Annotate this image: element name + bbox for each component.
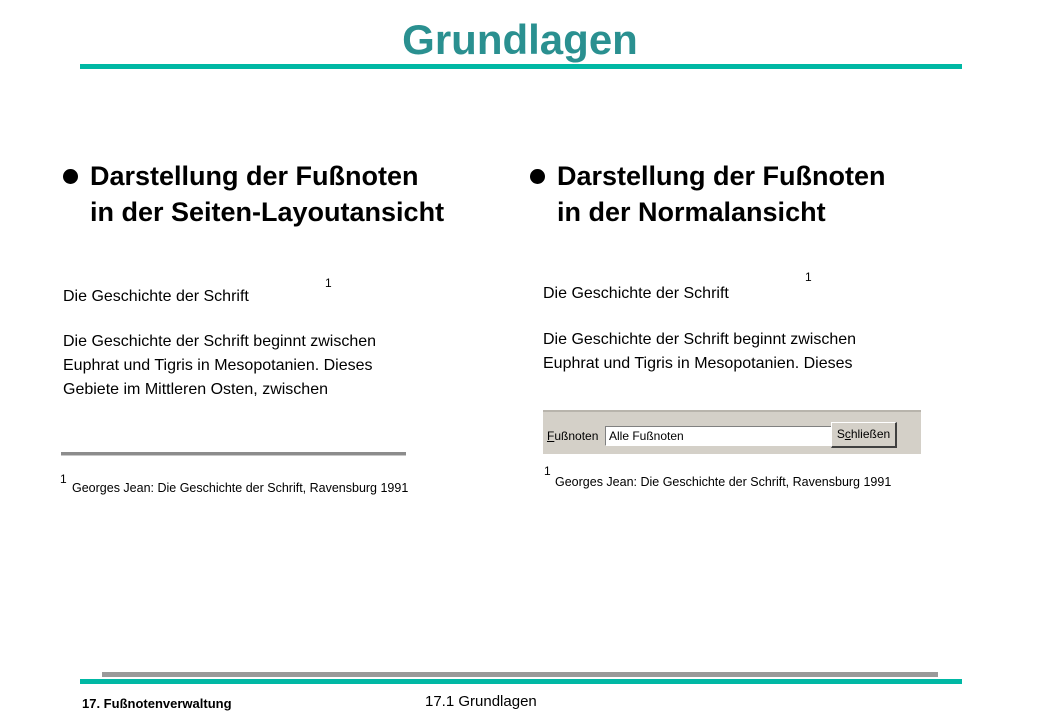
footer-rule-gray <box>102 672 938 677</box>
right-heading-line1: Darstellung der Fußnoten <box>557 161 886 191</box>
footnotes-label-accelerator: F <box>547 429 555 443</box>
right-body-line: Euphrat und Tigris in Mesopotanien. Dieses <box>543 355 853 372</box>
left-heading-line2: in der Seiten-Layoutansicht <box>90 197 445 227</box>
left-body-line: Gebiete im Mittleren Osten, zwischen <box>63 381 328 398</box>
left-body-line: Die Geschichte der Schrift beginnt zwischen <box>63 333 377 350</box>
footnote-separator <box>61 452 406 456</box>
left-body-line: Euphrat und Tigris in Mesopotanien. Dieses <box>63 357 373 374</box>
footer-section: 17.1 Grundlagen <box>425 693 537 710</box>
right-body-line: Die Geschichte der Schrift beginnt zwischen <box>543 331 857 348</box>
footnotes-label <box>547 429 598 443</box>
footnotes-label-text: ußnoten <box>554 429 599 443</box>
footnotes-select-value: Alle Fußnoten <box>609 429 684 443</box>
close-button-text-rest: hließen <box>850 427 891 441</box>
right-footnote-text: Georges Jean: Die Geschichte der Schrift, Ravensburg 1991 <box>555 475 892 489</box>
close-button[interactable] <box>831 422 897 448</box>
left-heading-line1: Darstellung der Fußnoten <box>90 161 419 191</box>
left-sup-marker: 1 <box>325 276 332 290</box>
left-footnote-text: Georges Jean: Die Geschichte der Schrift, Ravensburg 1991 <box>72 481 409 495</box>
title-rule <box>80 64 962 69</box>
right-footnote-number: 1 <box>544 464 551 478</box>
footer-chapter: 17. Fußnotenverwaltung <box>82 696 232 711</box>
right-sup-marker: 1 <box>805 270 812 284</box>
bullet-icon <box>63 169 78 184</box>
footnote-toolbar <box>543 410 921 454</box>
page-title: Grundlagen <box>402 16 638 63</box>
right-heading-line2: in der Normalansicht <box>557 197 826 227</box>
footer-rule-green <box>80 679 962 684</box>
right-doc-title: Die Geschichte der Schrift <box>543 285 729 302</box>
left-footnote-number: 1 <box>60 472 67 486</box>
left-doc-title: Die Geschichte der Schrift <box>63 288 249 305</box>
close-button-accelerator: c <box>844 427 851 441</box>
close-button-text-start: S <box>836 427 845 441</box>
bullet-icon <box>530 169 545 184</box>
